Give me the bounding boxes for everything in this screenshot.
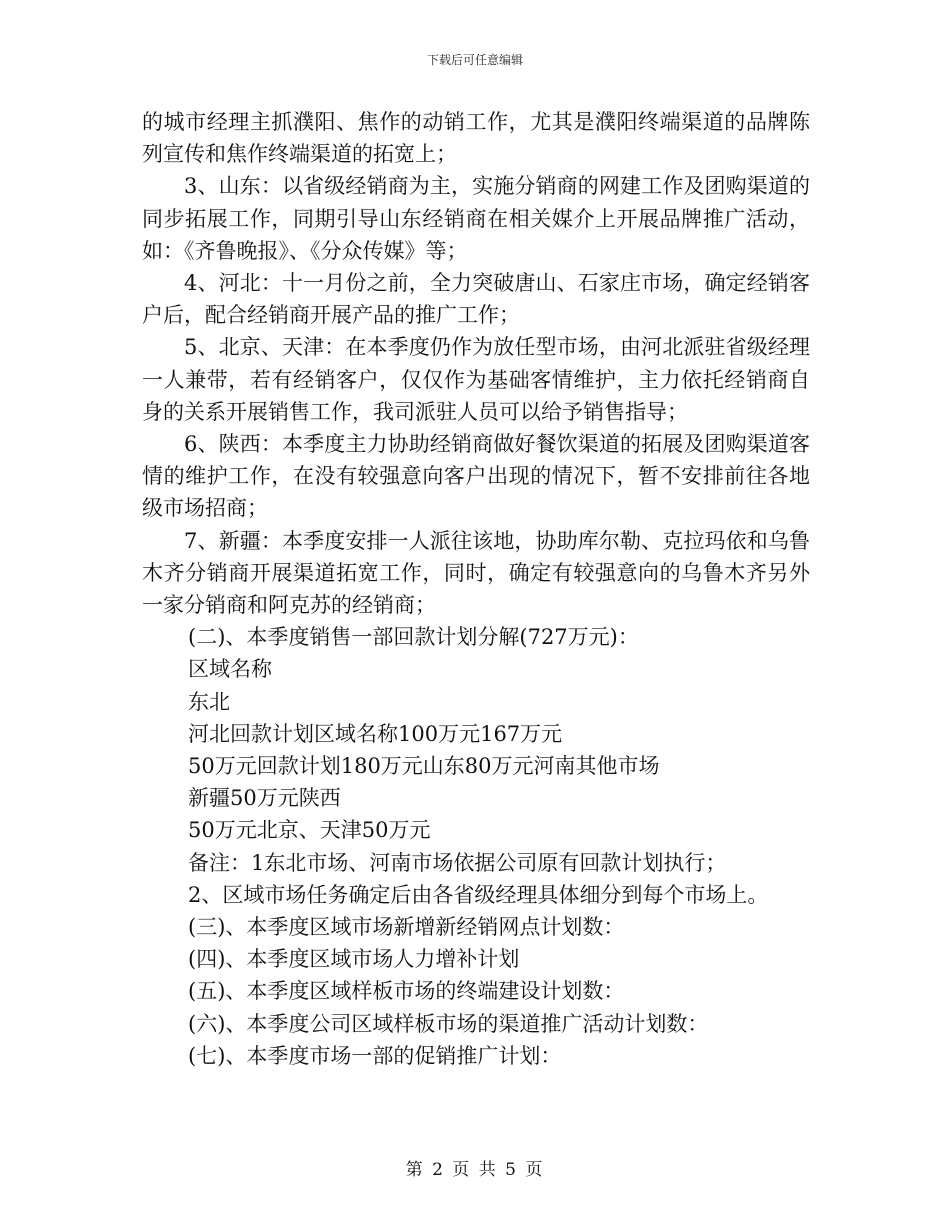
table-line: 东北 — [188, 689, 230, 714]
paragraph-beijing-tianjin: 5、北京、天津：在本季度仍作为放任型市场，由河北派驻省级经理一人兼带，若有经销客户，仅仅作为基础客情维护，主力依托经销商自身的关系开展销售工作，我司派驻人员可以给予销售指导； — [142, 335, 810, 424]
document-body — [142, 106, 810, 1072]
paragraph-shaanxi: 6、陕西：本季度主力协助经销商做好餐饮渠道的拓展及团购渠道客情的维护工作，在没有较强意向客户出现的情况下，暂不安排前往各地级市场招商； — [142, 432, 810, 521]
page-header: 下载后可任意编辑 — [426, 53, 523, 67]
table-line: 50万元北京、天津50万元 — [188, 818, 431, 843]
paragraph-shandong: 3、山东：以省级经销商为主，实施分销商的网建工作及团购渠道的同步拓展工作，同期引导山东经销商在相关媒介上开展品牌推广活动，如：《齐鲁晚报》、《分众传媒》等； — [142, 174, 810, 263]
section-heading: (三)、本季度区域市场新增新经销网点计划数： — [188, 915, 625, 940]
page-number-footer: 第 2 页 共 5 页 — [405, 1160, 545, 1180]
paragraph-hebei: 4、河北：十一月份之前，全力突破唐山、石家庄市场，确定经销客户后，配合经销商开展产品的推广工作； — [142, 271, 810, 328]
section-heading: (四)、本季度区域市场人力增补计划 — [188, 947, 520, 972]
note-line: 2、区域市场任务确定后由各省级经理具体细分到每个市场上。 — [188, 882, 769, 907]
table-line: 区域名称 — [188, 657, 272, 682]
paragraph-xinjiang: 7、新疆：本季度安排一人派往该地，协助库尔勒、克拉玛依和乌鲁木齐分销商开展渠道拓宽工作，同时，确定有较强意向的乌鲁木齐另外一家分销商和阿克苏的经销商； — [142, 528, 810, 618]
paragraph-henan-continued: 的城市经理主抓濮阳、焦作的动销工作，尤其是濮阳终端渠道的品牌陈列宣传和焦作终端渠道的拓宽上； — [142, 110, 810, 167]
table-line: 50万元回款计划180万元山东80万元河南其他市场 — [188, 754, 660, 779]
note-line: 备注：1东北市场、河南市场依据公司原有回款计划执行； — [188, 850, 727, 875]
table-line: 河北回款计划区域名称100万元167万元 — [188, 721, 563, 746]
table-line: 新疆50万元陕西 — [188, 786, 341, 811]
section-heading: (七)、本季度市场一部的促销推广计划： — [188, 1043, 562, 1068]
section-heading-payment-plan: (二)、本季度销售一部回款计划分解(727万元)： — [188, 625, 639, 650]
section-heading: (五)、本季度区域样板市场的终端建设计划数： — [188, 979, 625, 1004]
section-heading: (六)、本季度公司区域样板市场的渠道推广活动计划数： — [188, 1011, 709, 1036]
